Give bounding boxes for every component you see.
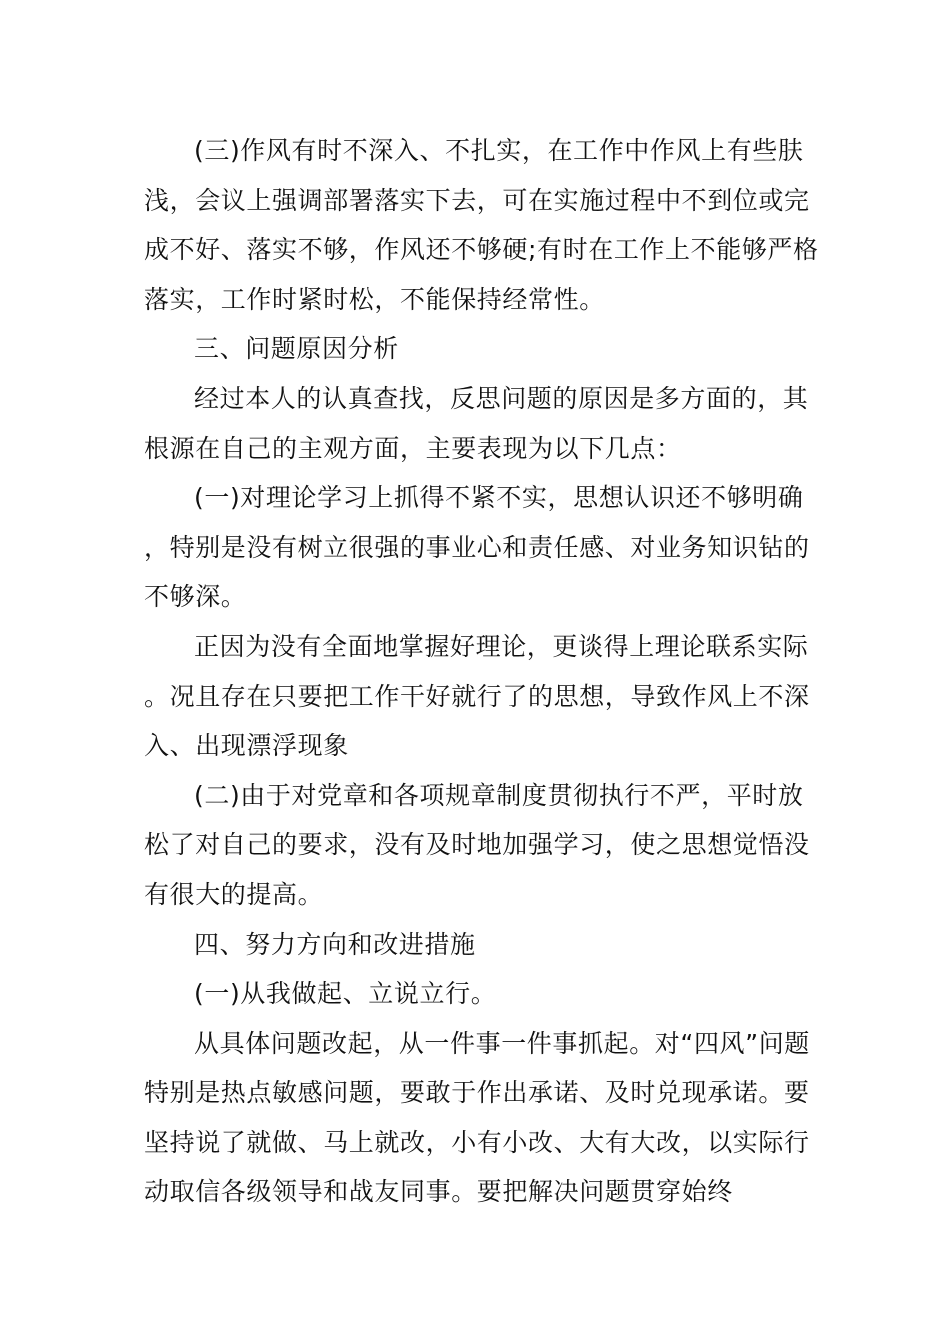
paragraph-cause-discipline: (二)由于对党章和各项规章制度贯彻执行不严，平时放松了对自己的要求，没有及时地加强学习，使之思想觉悟没有很大的提高。 — [144, 780, 810, 909]
paragraph-attitude-issue: (三)作风有时不深入、不扎实，在工作中作风上有些肤浅，会议上强调部署落实下去，可在实施过程中不到位或完成不好、落实不够，作风还不够硬;有时在工作上不能够严格落实，工作时紧时松，不能保持经常性。 — [144, 136, 819, 314]
section-heading-improvement: 四、努力方向和改进措施 — [194, 929, 476, 959]
paragraph-cause-intro: 经过本人的认真查找，反思问题的原因是多方面的，其根源在自己的主观方面，主要表现为以下几点： — [144, 383, 809, 463]
paragraph-cause-theory-study: (一)对理论学习上抓得不紧不实，思想认识还不够明确，特别是没有树立很强的事业心和责任感、对业务知识钻的不够深。 — [144, 483, 810, 612]
section-heading-cause-analysis: 三、问题原因分析 — [194, 334, 399, 364]
document-body — [144, 126, 828, 1217]
paragraph-cause-theory-practice: 正因为没有全面地掌握好理论，更谈得上理论联系实际。况且存在只要把工作干好就行了的思想，导致作风上不深入、出现漂浮现象 — [144, 631, 810, 761]
subheading-start-with-me: (一)从我做起、立说立行。 — [194, 979, 497, 1009]
paragraph-improvement-actions: 从具体问题改起，从一件事一件事抓起。对“四风”问题特别是热点敏感问题，要敢于作出承诺、及时兑现承诺。要坚持说了就做、马上就改，小有小改、大有大改，以实际行动取信各级领导和战友同事。要把解决问题贯穿始终 — [144, 1028, 810, 1207]
